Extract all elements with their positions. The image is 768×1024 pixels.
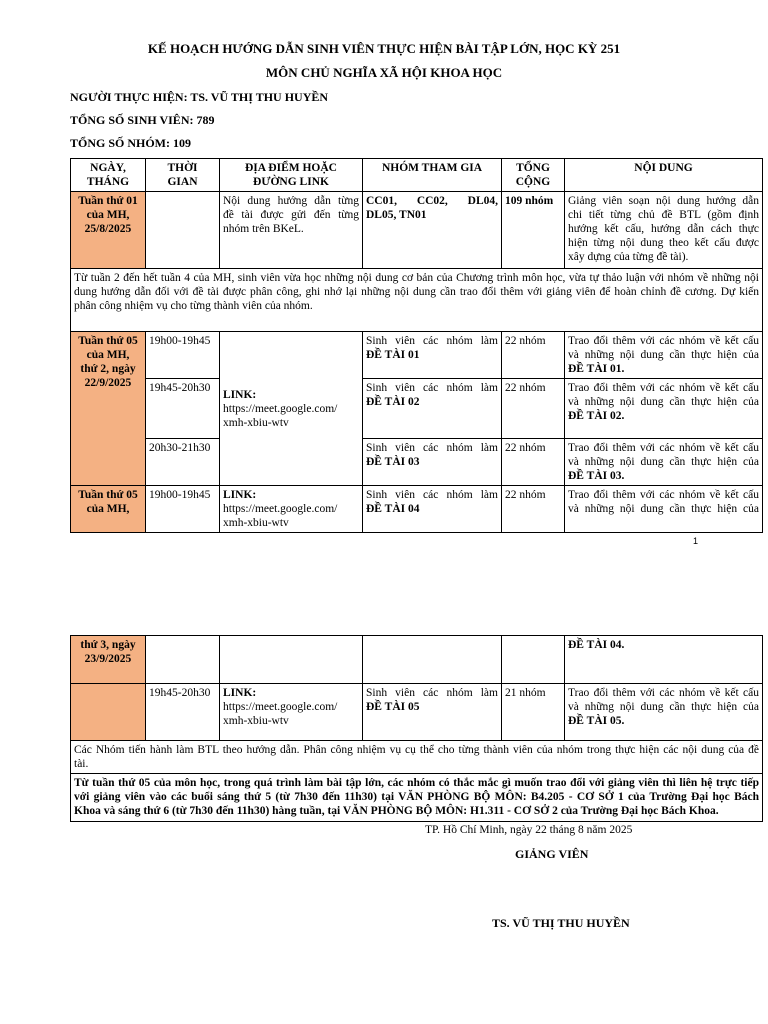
session-1-content: Trao đổi thêm với các nhóm về kết cấu và những nội dung cần thực hiện của ĐỀ TÀI 01. — [565, 332, 763, 379]
session-4-link-cell: LINK: https://meet.google.com/ xmh-xbiu-wtv — [220, 486, 363, 533]
signer-name: TS. VŨ THỊ THU HUYỀN — [492, 916, 630, 930]
session-3-total: 22 nhóm — [502, 439, 565, 486]
note-2-cell: Các Nhóm tiến hành làm BTL theo hướng dẫn. Phân công nhiệm vụ cụ thể cho từng thành viên của nhóm trong thực hiện các nội dung của đề tài. — [71, 741, 763, 774]
session-4-time-continued — [146, 636, 220, 684]
session-4-content-end: ĐỀ TÀI 04. — [565, 636, 763, 684]
session-4-groups: Sinh viên các nhóm làm ĐỀ TÀI 04 — [363, 486, 502, 533]
week-1-groups-cell: CC01, CC02, DL04, DL05, TN01 — [363, 192, 502, 269]
session-4-total-continued — [502, 636, 565, 684]
session-5-groups: Sinh viên các nhóm làm ĐỀ TÀI 05 — [363, 684, 502, 741]
week-1-place-cell: Nội dung hướng dẫn từng đề tài được gửi đến từng nhóm trên BKeL. — [220, 192, 363, 269]
header-groups: NHÓM THAM GIA — [363, 159, 502, 192]
table-row-session-3 — [71, 439, 763, 486]
document-title-line-2: MÔN CHỦ NGHĨA XÃ HỘI KHOA HỌC — [265, 65, 503, 80]
session-1-total: 22 nhóm — [502, 332, 565, 379]
table-row-session-5 — [71, 684, 763, 741]
total-students-line: TỔNG SỐ SINH VIÊN: 789 — [70, 113, 215, 127]
page-number: 1 — [693, 536, 699, 546]
session-1-groups: Sinh viên các nhóm làm ĐỀ TÀI 01 — [363, 332, 502, 379]
signer-title: GIẢNG VIÊN — [515, 847, 589, 861]
session-4-total: 22 nhóm — [502, 486, 565, 533]
table-row-note-3 — [71, 774, 763, 822]
place-date-line: TP. Hồ Chí Minh, ngày 22 tháng 8 năm 2025 — [425, 824, 633, 836]
week-1-date-cell: Tuần thứ 01 của MH, 25/8/2025 — [71, 192, 146, 269]
table-row-week-1 — [71, 192, 763, 269]
week-1-total-cell: 109 nhóm — [502, 192, 565, 269]
session-5-link-cell: LINK: https://meet.google.com/ xmh-xbiu-wtv — [220, 684, 363, 741]
table-row-note-2 — [71, 741, 763, 774]
session-5-total: 21 nhóm — [502, 684, 565, 741]
week-5-tue-date-cell-top: Tuần thứ 05 của MH, — [71, 486, 146, 533]
header-place: ĐỊA ĐIỂM HOẶC ĐƯỜNG LINK — [220, 159, 363, 192]
plan-table-page-1 — [70, 158, 763, 533]
table-row-span-note — [71, 269, 763, 332]
session-3-groups: Sinh viên các nhóm làm ĐỀ TÀI 03 — [363, 439, 502, 486]
plan-table-page-2 — [70, 635, 763, 822]
session-2-time: 19h45-20h30 — [146, 379, 220, 439]
document-title-line-1: KẾ HOẠCH HƯỚNG DẪN SINH VIÊN THỰC HIỆN BÀI TẬP LỚN, HỌC KỲ 251 — [147, 41, 621, 56]
week-5-mon-date-cell: Tuần thứ 05 của MH, thứ 2, ngày 22/9/2025 — [71, 332, 146, 486]
table-header-row — [71, 159, 763, 192]
session-4-link-continued — [220, 636, 363, 684]
session-5-content: Trao đổi thêm với các nhóm về kết cấu và những nội dung cần thực hiện của ĐỀ TÀI 05. — [565, 684, 763, 741]
total-groups-line: TỔNG SỐ NHÓM: 109 — [70, 136, 192, 150]
session-3-time: 20h30-21h30 — [146, 439, 220, 486]
header-time: THỜI GIAN — [146, 159, 220, 192]
session-2-groups: Sinh viên các nhóm làm ĐỀ TÀI 02 — [363, 379, 502, 439]
note-3-cell: Từ tuần thứ 05 của môn học, trong quá trình làm bài tập lớn, các nhóm có thắc mắc gì muốn trao đổi với giảng viên thì liên hệ trực tiếp với giảng viên vào các buổi sáng thứ 5 (từ 7h30 đến 11h30) tại VĂN PHÒNG BỘ MÔN: B4.205 - CƠ SỞ 1 của Trường Đại học Bách Khoa và sáng thứ 6 (từ 7h30 đến 11h30) hàng tuần, tại VĂN PHÒNG BỘ MÔN: H1.311 - CƠ SỞ 2 của Trường Đại học Bách Khoa. — [71, 774, 763, 822]
table-row-session-2 — [71, 379, 763, 439]
session-2-content: Trao đổi thêm với các nhóm về kết cấu và những nội dung cần thực hiện của ĐỀ TÀI 02. — [565, 379, 763, 439]
session-2-total: 22 nhóm — [502, 379, 565, 439]
session-4-time: 19h00-19h45 — [146, 486, 220, 533]
week-1-content-cell: Giảng viên soạn nội dung hướng dẫn chi tiết từng chủ đề BTL (gồm định hướng kết cấu, hướng dẫn cách thực hiện từng nội dung theo kết cấu được xây dựng của từng đề tài). — [565, 192, 763, 269]
week-1-time-cell — [146, 192, 220, 269]
session-4-groups-continued — [363, 636, 502, 684]
table-row-session-4 — [71, 486, 763, 533]
header-total: TỔNG CỘNG — [502, 159, 565, 192]
table-row-session-1 — [71, 332, 763, 379]
session-5-time: 19h45-20h30 — [146, 684, 220, 741]
header-content: NỘI DUNG — [565, 159, 763, 192]
executor-line: NGƯỜI THỰC HIỆN: TS. VŨ THỊ THU HUYỀN — [70, 90, 329, 104]
table-row-session-4-continued — [71, 636, 763, 684]
session-1-3-link-cell: LINK: https://meet.google.com/ xmh-xbiu-wtv — [220, 332, 363, 486]
week-5-tue-date-cell-empty — [71, 684, 146, 741]
span-note-cell: Từ tuần 2 đến hết tuần 4 của MH, sinh viên vừa học những nội dung cơ bản của Chương trình môn học, vừa tự thảo luận với nhóm về những nội dung hướng dẫn đối với đề tài được phân công, ghi nhớ lại những nội dung cần trao đổi thêm với giảng viên để hoàn chỉnh đề cương. Dự kiến phân công nhiệm vụ cho từng thành viên của nhóm. — [71, 269, 763, 332]
week-5-tue-date-cell-bottom: thứ 3, ngày 23/9/2025 — [71, 636, 146, 684]
session-4-content: Trao đổi thêm với các nhóm về kết cấu và những nội dung cần thực hiện của — [565, 486, 763, 533]
header-date: NGÀY, THÁNG — [71, 159, 146, 192]
session-3-content: Trao đổi thêm với các nhóm về kết cấu và những nội dung cần thực hiện của ĐỀ TÀI 03. — [565, 439, 763, 486]
session-1-time: 19h00-19h45 — [146, 332, 220, 379]
